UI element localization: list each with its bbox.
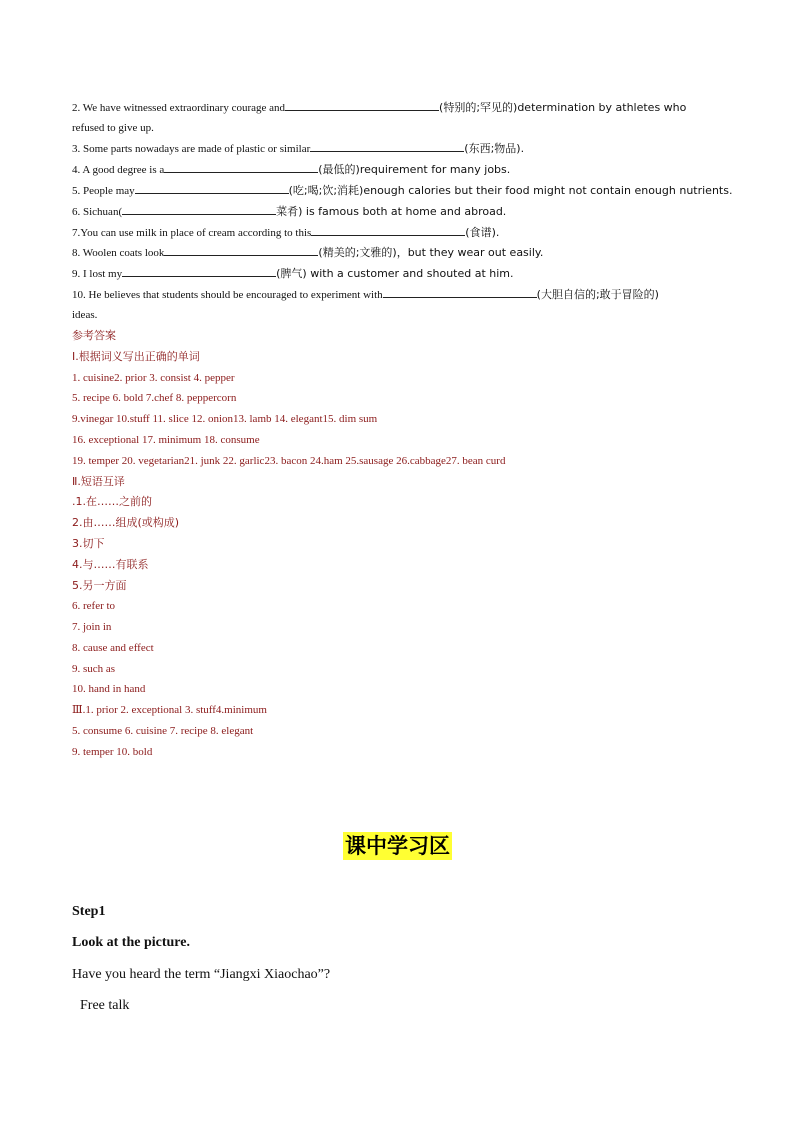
exercise-line-4 — [72, 162, 510, 177]
exercise-text: (精美的;文雅的)，but they wear out easily. — [318, 246, 544, 259]
exercise-text: 6. Sichuan( — [72, 206, 123, 218]
step-instruction: Look at the picture. — [72, 935, 190, 950]
answer-line: I.根据词义写出正确的单词 — [72, 350, 200, 363]
exercise-line-2-cont — [72, 121, 154, 135]
answer-line: 6. refer to — [72, 600, 116, 612]
answer-line: 7. join in — [72, 621, 112, 633]
answer-blank — [285, 100, 439, 111]
answer-line: 19. temper 20. vegetarian21. junk 22. garlic23. bacon 24.ham 25.sausage 26.cabbage27. bean curd — [72, 455, 506, 467]
step-answer: Free talk — [80, 998, 130, 1013]
exercise-line-3 — [72, 141, 524, 156]
answer-blank — [135, 183, 289, 194]
exercise-text: 3. Some parts nowadays are made of plastic or similar — [72, 143, 311, 155]
answer-line: 9. such as — [72, 663, 116, 675]
exercise-text: (大胆自信的;敢于冒险的) — [536, 288, 659, 301]
answer-blank — [311, 225, 465, 236]
exercise-text: 10. He believes that students should be encouraged to experiment with — [72, 289, 383, 301]
exercise-text: (吃;喝;饮;消耗)enough calories but their food might not contain enough nutrients. — [288, 184, 733, 197]
answer-line: Ⅲ.1. prior 2. exceptional 3. stuff4.minimum — [72, 704, 267, 716]
answer-line: 2.由……组成(或构成) — [72, 516, 180, 529]
exercise-line-10-cont — [72, 308, 97, 322]
exercise-text: 8. Woolen coats look — [72, 247, 165, 259]
answer-line: 8. cause and effect — [72, 642, 154, 654]
answer-blank — [383, 287, 537, 298]
answer-line: 5. consume 6. cuisine 7. recipe 8. elegant — [72, 725, 254, 737]
exercise-line-8 — [72, 245, 543, 260]
exercise-text: 7.You can use milk in place of cream according to this — [72, 227, 312, 239]
exercise-text: 菜肴) is famous both at home and abroad. — [276, 205, 507, 218]
answer-blank — [310, 141, 464, 152]
answer-line: 4.与……有联系 — [72, 558, 149, 571]
exercise-text: 9. I lost my — [72, 268, 123, 280]
exercise-text: (特别的;罕见的)determination by athletes who — [439, 101, 687, 114]
answer-line: 5.另一方面 — [72, 579, 127, 592]
exercise-line-9 — [72, 266, 514, 281]
answer-blank — [164, 162, 318, 173]
answer-blank — [122, 204, 276, 215]
answer-line: .1.在……之前的 — [72, 495, 152, 508]
section-title: 课中学习区 — [345, 834, 450, 858]
exercise-line-6 — [72, 204, 506, 219]
step-question: Have you heard the term “Jiangxi Xiaochao”? — [72, 967, 331, 982]
exercise-line-2 — [72, 100, 686, 115]
exercise-text: refused to give up. — [72, 122, 154, 134]
answer-line: 3.切下 — [72, 537, 105, 550]
exercise-text: ideas. — [72, 309, 98, 321]
exercise-text: (最低的)requirement for many jobs. — [318, 163, 511, 176]
answer-line: 1. cuisine2. prior 3. consist 4. pepper — [72, 372, 235, 384]
exercise-line-5 — [72, 183, 732, 198]
exercise-line-10 — [72, 287, 659, 302]
answer-line: Ⅱ.短语互译 — [72, 475, 125, 488]
answer-line: 9. temper 10. bold — [72, 746, 153, 758]
answer-line: 5. recipe 6. bold 7.chef 8. peppercorn — [72, 392, 237, 404]
exercise-text: 5. People may — [72, 185, 135, 197]
answer-line: 10. hand in hand — [72, 683, 146, 695]
exercise-text: 4. A good degree is a — [72, 164, 165, 176]
answer-line: 9.vinegar 10.stuff 11. slice 12. onion13. lamb 14. elegant15. dim sum — [72, 413, 378, 425]
exercise-text: (东西;物品). — [464, 142, 525, 155]
exercise-text: 2. We have witnessed extraordinary courage and — [72, 102, 286, 114]
answers-heading: 参考答案 — [72, 329, 116, 342]
answer-blank — [164, 245, 318, 256]
answer-line: 16. exceptional 17. minimum 18. consume — [72, 434, 260, 446]
answer-blank — [122, 266, 276, 277]
exercise-text: (脾气) with a customer and shouted at him. — [276, 267, 514, 280]
exercise-text: (食谱). — [465, 226, 500, 239]
step-label: Step1 — [72, 904, 106, 919]
exercise-line-7 — [72, 225, 499, 240]
